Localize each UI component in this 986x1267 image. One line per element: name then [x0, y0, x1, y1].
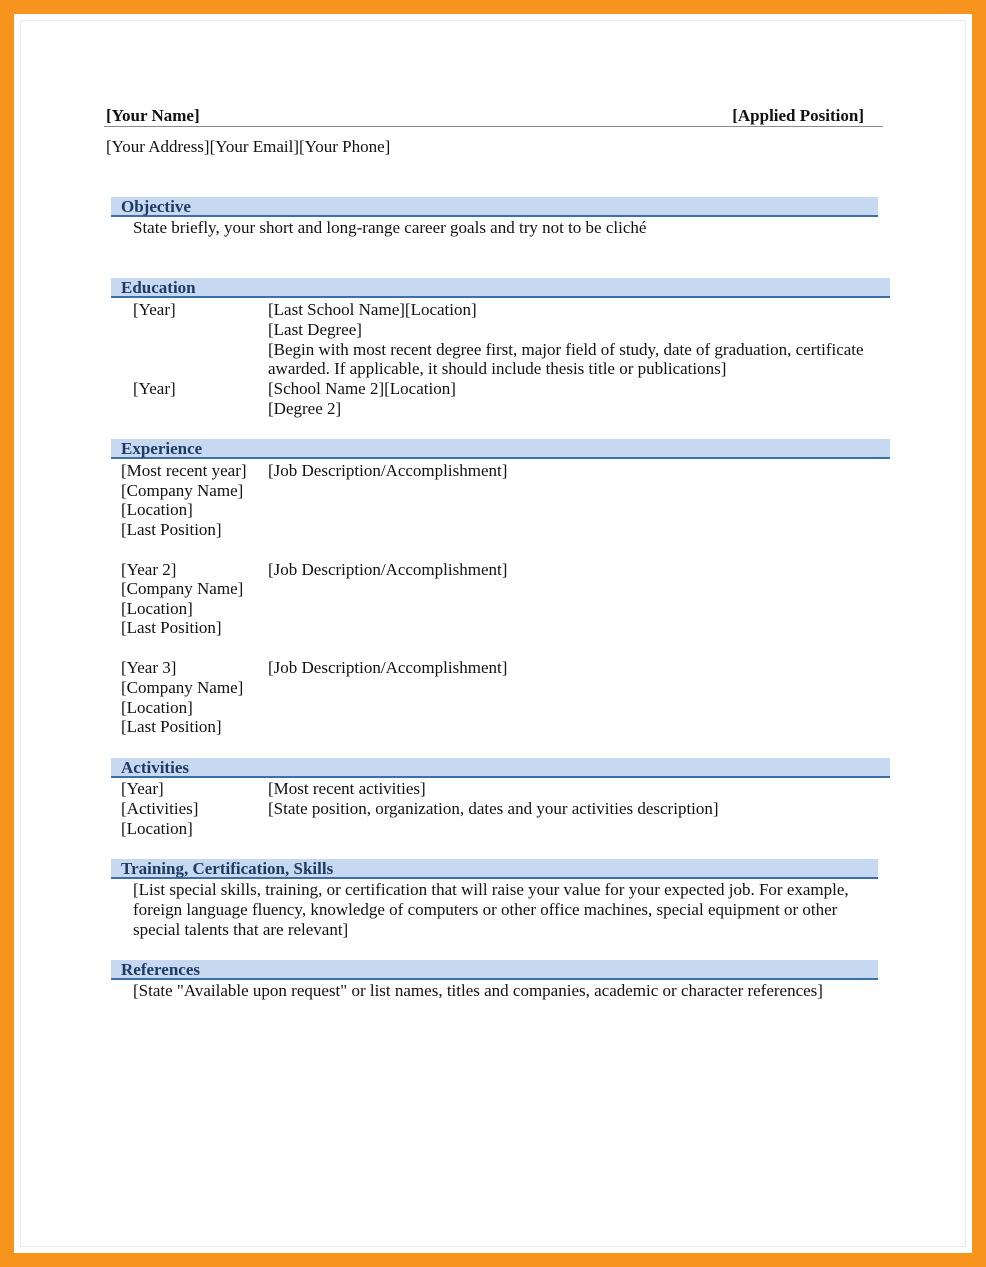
applied-position: [Applied Position]	[732, 106, 864, 125]
experience-description: [Job Description/Accomplishment]	[268, 461, 508, 480]
references-text: [State "Available upon request" or list names, titles and companies, academic or character references]	[133, 981, 823, 1000]
experience-description: [Job Description/Accomplishment]	[268, 658, 508, 677]
section-header-objective	[111, 197, 878, 217]
experience-company: [Company Name]	[121, 678, 244, 697]
contact-info: [Your Address][Your Email][Your Phone]	[106, 137, 391, 156]
experience-year: [Year 2]	[121, 560, 177, 579]
section-header-activities	[111, 758, 890, 778]
section-header-education	[111, 278, 890, 298]
section-title: Education	[121, 278, 196, 297]
experience-position: [Last Position]	[121, 520, 222, 539]
section-header-experience	[111, 439, 890, 459]
section-title: Activities	[121, 758, 189, 777]
education-line: [School Name 2][Location]	[268, 379, 456, 398]
training-line: [List special skills, training, or certification that will raise your value for your expected job. For example,	[133, 880, 849, 899]
section-title: Experience	[121, 439, 203, 458]
applicant-name: [Your Name]	[106, 106, 200, 125]
experience-description: [Job Description/Accomplishment]	[268, 560, 508, 579]
education-line: [Last School Name][Location]	[268, 300, 477, 319]
training-line: foreign language fluency, knowledge of computers or other office machines, special equipment or other	[133, 900, 838, 919]
header-divider	[104, 126, 883, 127]
experience-company: [Company Name]	[121, 579, 244, 598]
education-year: [Year]	[133, 379, 176, 398]
experience-year: [Year 3]	[121, 658, 177, 677]
section-header-training	[111, 859, 878, 879]
objective-text: State briefly, your short and long-range career goals and try not to be cliché	[133, 218, 647, 237]
experience-company: [Company Name]	[121, 481, 244, 500]
activities-line: [State position, organization, dates and your activities description]	[268, 799, 719, 818]
training-line: special talents that are relevant]	[133, 920, 349, 939]
experience-location: [Location]	[121, 698, 193, 717]
activities-location: [Location]	[121, 819, 193, 838]
section-header-references	[111, 960, 878, 980]
section-title: Training, Certification, Skills	[121, 859, 334, 878]
education-year: [Year]	[133, 300, 176, 319]
section-title: Objective	[121, 197, 191, 216]
activities-name: [Activities]	[121, 799, 199, 818]
section-title: References	[121, 960, 200, 979]
activities-year: [Year]	[121, 779, 164, 798]
activities-line: [Most recent activities]	[268, 779, 426, 798]
experience-position: [Last Position]	[121, 717, 222, 736]
education-line: awarded. If applicable, it should include thesis title or publications]	[268, 359, 727, 378]
experience-position: [Last Position]	[121, 618, 222, 637]
education-line: [Begin with most recent degree first, major field of study, date of graduation, certificate	[268, 340, 864, 359]
education-line: [Degree 2]	[268, 399, 342, 418]
experience-location: [Location]	[121, 500, 193, 519]
experience-year: [Most recent year]	[121, 461, 247, 480]
education-line: [Last Degree]	[268, 320, 362, 339]
experience-location: [Location]	[121, 599, 193, 618]
